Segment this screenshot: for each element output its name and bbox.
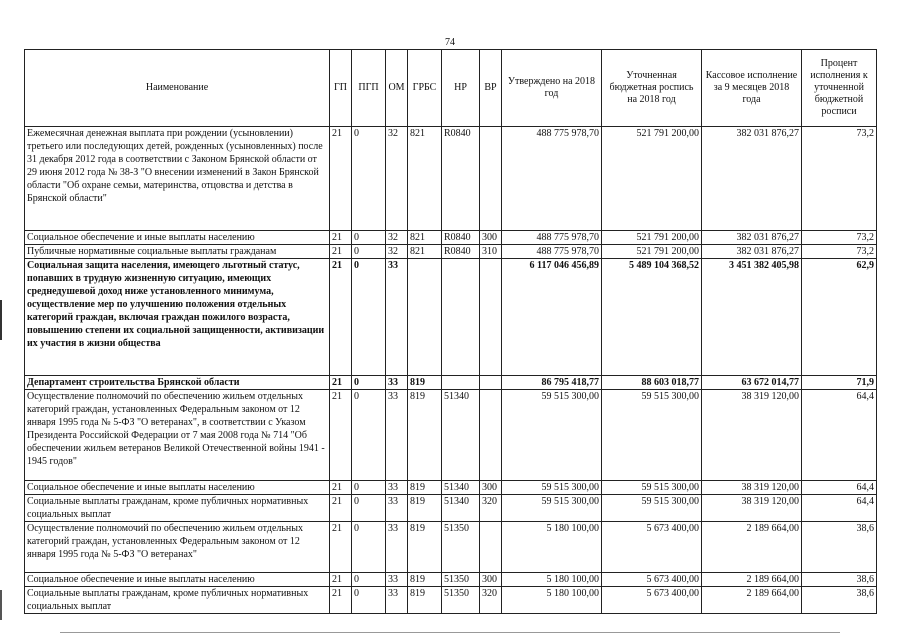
cell-approved: 86 795 418,77 [502,376,602,390]
cell-vr [480,259,502,376]
table-row [25,573,877,587]
cell-nr: 51350 [442,573,480,587]
cell-refined: 5 673 400,00 [602,522,702,573]
cell-name: Социальные выплаты гражданам, кроме публичных нормативных социальных выплат [25,495,330,522]
cell-om: 32 [386,245,408,259]
table-row [25,376,877,390]
cell-percent: 71,9 [802,376,877,390]
cell-gp: 21 [330,231,352,245]
cell-vr: 300 [480,481,502,495]
cell-nr: R0840 [442,245,480,259]
header-pgp: ПГП [352,50,386,127]
cell-refined: 521 791 200,00 [602,231,702,245]
table-row [25,259,877,376]
cell-percent: 38,6 [802,573,877,587]
cell-grbs [408,259,442,376]
cell-om: 32 [386,127,408,231]
header-refined: Уточненная бюджетная роспись на 2018 год [602,50,702,127]
cell-approved: 59 515 300,00 [502,481,602,495]
cell-grbs: 819 [408,587,442,614]
cell-vr [480,127,502,231]
cell-om: 33 [386,522,408,573]
header-approved: Утверждено на 2018 год [502,50,602,127]
cell-vr: 300 [480,231,502,245]
table-row [25,587,877,614]
cell-om: 33 [386,573,408,587]
cell-om: 33 [386,495,408,522]
cell-name: Социальные выплаты гражданам, кроме публичных нормативных социальных выплат [25,587,330,614]
cell-vr [480,390,502,481]
cell-approved: 5 180 100,00 [502,522,602,573]
table-row [25,390,877,481]
cell-name: Социальное обеспечение и иные выплаты населению [25,573,330,587]
cell-gp: 21 [330,573,352,587]
header-percent: Процент исполнения к уточненной бюджетной росписи [802,50,877,127]
cell-grbs: 819 [408,522,442,573]
cell-approved: 59 515 300,00 [502,495,602,522]
cell-nr [442,259,480,376]
cell-om: 33 [386,259,408,376]
cell-cash: 382 031 876,27 [702,231,802,245]
cell-grbs: 819 [408,390,442,481]
header-nr: НР [442,50,480,127]
header-name: Наименование [25,50,330,127]
cell-cash: 2 189 664,00 [702,587,802,614]
cell-gp: 21 [330,587,352,614]
cell-refined: 59 515 300,00 [602,495,702,522]
cell-name: Социальное обеспечение и иные выплаты населению [25,481,330,495]
header-gp: ГП [330,50,352,127]
cell-refined: 5 673 400,00 [602,573,702,587]
cell-name: Социальное обеспечение и иные выплаты населению [25,231,330,245]
cell-cash: 38 319 120,00 [702,495,802,522]
cell-pgp: 0 [352,231,386,245]
cell-cash: 63 672 014,77 [702,376,802,390]
cell-percent: 64,4 [802,481,877,495]
cell-pgp: 0 [352,573,386,587]
cell-gp: 21 [330,522,352,573]
cell-approved: 488 775 978,70 [502,127,602,231]
cell-nr: 51340 [442,390,480,481]
cell-vr [480,376,502,390]
cell-grbs: 819 [408,495,442,522]
cell-cash: 382 031 876,27 [702,245,802,259]
cell-grbs: 821 [408,231,442,245]
cell-nr [442,376,480,390]
budget-table [24,49,877,614]
cell-om: 32 [386,231,408,245]
cell-om: 33 [386,481,408,495]
table-row [25,231,877,245]
cell-percent: 73,2 [802,231,877,245]
header-om: ОМ [386,50,408,127]
table-row [25,127,877,231]
cell-cash: 2 189 664,00 [702,573,802,587]
cell-name: Социальная защита населения, имеющего льготный статус, попавших в трудную жизненную ситуацию, имеющих среднедушевой доход ниже установленного минимума, осуществление мер по улучшению положения отдельных категорий граждан, включая граждан пожилого возраста, повышению степени их социальной защищенности, активизации их участия в жизни общества [25,259,330,376]
cell-percent: 64,4 [802,495,877,522]
header-vr: ВР [480,50,502,127]
cell-approved: 488 775 978,70 [502,231,602,245]
cell-pgp: 0 [352,127,386,231]
cell-vr: 300 [480,573,502,587]
cell-refined: 521 791 200,00 [602,245,702,259]
cell-grbs: 821 [408,127,442,231]
cell-cash: 3 451 382 405,98 [702,259,802,376]
header-cash: Кассовое исполнение за 9 месяцев 2018 года [702,50,802,127]
table-row [25,245,877,259]
cell-pgp: 0 [352,481,386,495]
cell-nr: 51340 [442,495,480,522]
cell-approved: 5 180 100,00 [502,573,602,587]
cell-cash: 2 189 664,00 [702,522,802,573]
cell-pgp: 0 [352,376,386,390]
cell-approved: 6 117 046 456,89 [502,259,602,376]
cell-om: 33 [386,390,408,481]
cell-nr: 51340 [442,481,480,495]
cell-om: 33 [386,587,408,614]
cell-nr: R0840 [442,127,480,231]
cell-nr: 51350 [442,587,480,614]
cell-om: 33 [386,376,408,390]
cell-refined: 59 515 300,00 [602,390,702,481]
cell-cash: 38 319 120,00 [702,390,802,481]
cell-gp: 21 [330,245,352,259]
table-header-row [25,50,877,127]
cell-approved: 488 775 978,70 [502,245,602,259]
cell-pgp: 0 [352,259,386,376]
cell-pgp: 0 [352,245,386,259]
cell-name: Осуществление полномочий по обеспечению жильем отдельных категорий граждан, установленных Федеральным законом от 12 января 1995 года № 5-ФЗ "О ветеранах" [25,522,330,573]
cell-refined: 5 489 104 368,52 [602,259,702,376]
table-row [25,522,877,573]
cell-vr: 310 [480,245,502,259]
cell-vr [480,522,502,573]
cell-pgp: 0 [352,495,386,522]
cell-name: Публичные нормативные социальные выплаты гражданам [25,245,330,259]
page-number: 74 [445,37,455,48]
cell-refined: 521 791 200,00 [602,127,702,231]
cell-cash: 38 319 120,00 [702,481,802,495]
cell-grbs: 819 [408,481,442,495]
scan-edge-mark [0,300,2,340]
cell-gp: 21 [330,481,352,495]
cell-percent: 73,2 [802,245,877,259]
cell-pgp: 0 [352,587,386,614]
cell-cash: 382 031 876,27 [702,127,802,231]
cell-approved: 59 515 300,00 [502,390,602,481]
cell-vr: 320 [480,587,502,614]
cell-pgp: 0 [352,522,386,573]
cell-refined: 88 603 018,77 [602,376,702,390]
cell-gp: 21 [330,259,352,376]
header-grbs: ГРБС [408,50,442,127]
scan-edge-mark [0,590,2,620]
cell-nr: 51350 [442,522,480,573]
cell-gp: 21 [330,127,352,231]
cell-grbs: 821 [408,245,442,259]
cell-percent: 38,6 [802,587,877,614]
table-row [25,481,877,495]
cell-refined: 59 515 300,00 [602,481,702,495]
table-row [25,495,877,522]
cell-nr: R0840 [442,231,480,245]
cell-name: Осуществление полномочий по обеспечению жильем отдельных категорий граждан, установленных Федеральным законом от 12 января 1995 года № 5-ФЗ "О ветеранах", в соответствии с Указом Президента Российской Федерации от 7 мая 2008 года № 714 "Об обеспечении жильем ветеранов Великой Отечественной войны 1941 - 1945 годов" [25,390,330,481]
cell-gp: 21 [330,376,352,390]
cell-name: Департамент строительства Брянской области [25,376,330,390]
cell-name: Ежемесячная денежная выплата при рождении (усыновлении) третьего или последующих детей, рожденных (усыновленных) после 31 декабря 2012 года в соответствии с Законом Брянской области от 29 июня 2012 года № 38-З "О внесении изменений в Закон Брянской области "Об охране семьи, материнства, отцовства и детства в Брянской области" [25,127,330,231]
cell-approved: 5 180 100,00 [502,587,602,614]
cell-grbs: 819 [408,573,442,587]
scan-bottom-line [60,632,840,633]
cell-grbs: 819 [408,376,442,390]
cell-gp: 21 [330,390,352,481]
cell-gp: 21 [330,495,352,522]
cell-pgp: 0 [352,390,386,481]
cell-percent: 64,4 [802,390,877,481]
cell-percent: 38,6 [802,522,877,573]
cell-percent: 73,2 [802,127,877,231]
cell-percent: 62,9 [802,259,877,376]
cell-refined: 5 673 400,00 [602,587,702,614]
cell-vr: 320 [480,495,502,522]
